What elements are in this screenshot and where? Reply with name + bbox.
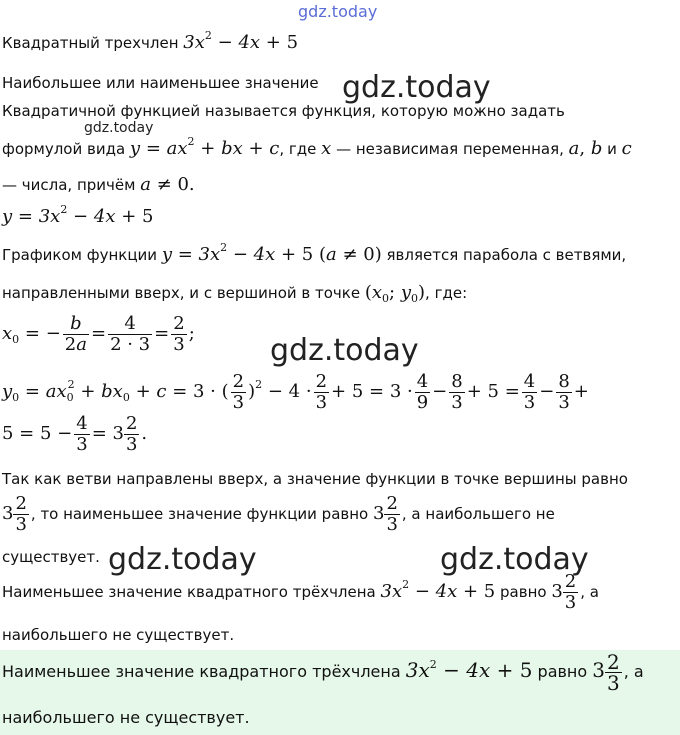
y0-formula: $y_0 = ax_0^2 + bx_0 + c = 3$ · ( $\frac{2}{3}$ )$^2$ − 4 · $\frac{2}{3}$ + 5 = 3 · $\frac{4}{9}$ − $\frac{8}{3}$ + 5 = $\frac{4}{3}$ − $\frac{8}{3}$ + [2,371,589,413]
result-line-2: наибольшего не существует. [2,626,235,644]
watermark-top: gdz.today [298,2,378,21]
answer-box [0,650,680,735]
result-line-1: Наименьшее значение квадратного трёхчлена $3x^2 - 4x + 5$ равно 3 $\frac{2}{3}$ , а [2,571,599,613]
graph-line-1: Графиком функции $y = 3x^2 - 4x + 5$ (a ≠ 0) является парабола с ветвями, [2,241,627,265]
watermark-small: gdz.today [84,120,154,136]
subheading: Наибольшее или наименьшее значение [2,74,319,92]
watermark: gdz.today [440,542,589,577]
definition-line-1: Квадратичной функцией называется функция, которую можно задать [2,102,565,120]
conclusion-line-3: существует. [2,548,100,566]
definition-line-2: формулой вида $y = ax^2$ + bx + c, где x — независимая переменная, a, b и c [2,135,632,159]
answer-line-2: наибольшего не существует. [2,708,250,727]
watermark: gdz.today [270,333,419,368]
definition-line-3: — числа, причём a ≠ 0. [2,174,195,195]
watermark: gdz.today [108,542,257,577]
answer-line-1: Наименьшее значение квадратного трёхчлена $3x^2 - 4x + 5$ равно 3 $\frac{2}{3}$ , а [2,650,644,695]
watermark: gdz.today [342,70,491,105]
conclusion-line-2: 3 $\frac{2}{3}$ , то наименьшее значение функции равно 3 $\frac{2}{3}$ , а наибольшего не [2,493,555,535]
conclusion-line-1: Так как ветви направлены вверх, а значение функции в точке вершины равно [2,470,628,488]
y0-formula-cont: 5 = 5 − $\frac{4}{3}$ = 3 $\frac{2}{3}$ . [2,413,148,455]
page-title: Квадратный трехчлен $3x^2 - 4x + 5$ [2,29,299,53]
x0-formula: $x_0$ = − $\frac{b}{2a}$ = $\frac{4}{2 \cdot 3}$ = $\frac{2}{3}$ ; [2,313,195,355]
graph-line-2: направленными вверх, и с вершиной в точке ($x_0$; $y_0$), где: [2,282,468,305]
function-formula: $y = 3x^2 - 4x + 5$ [2,203,154,227]
